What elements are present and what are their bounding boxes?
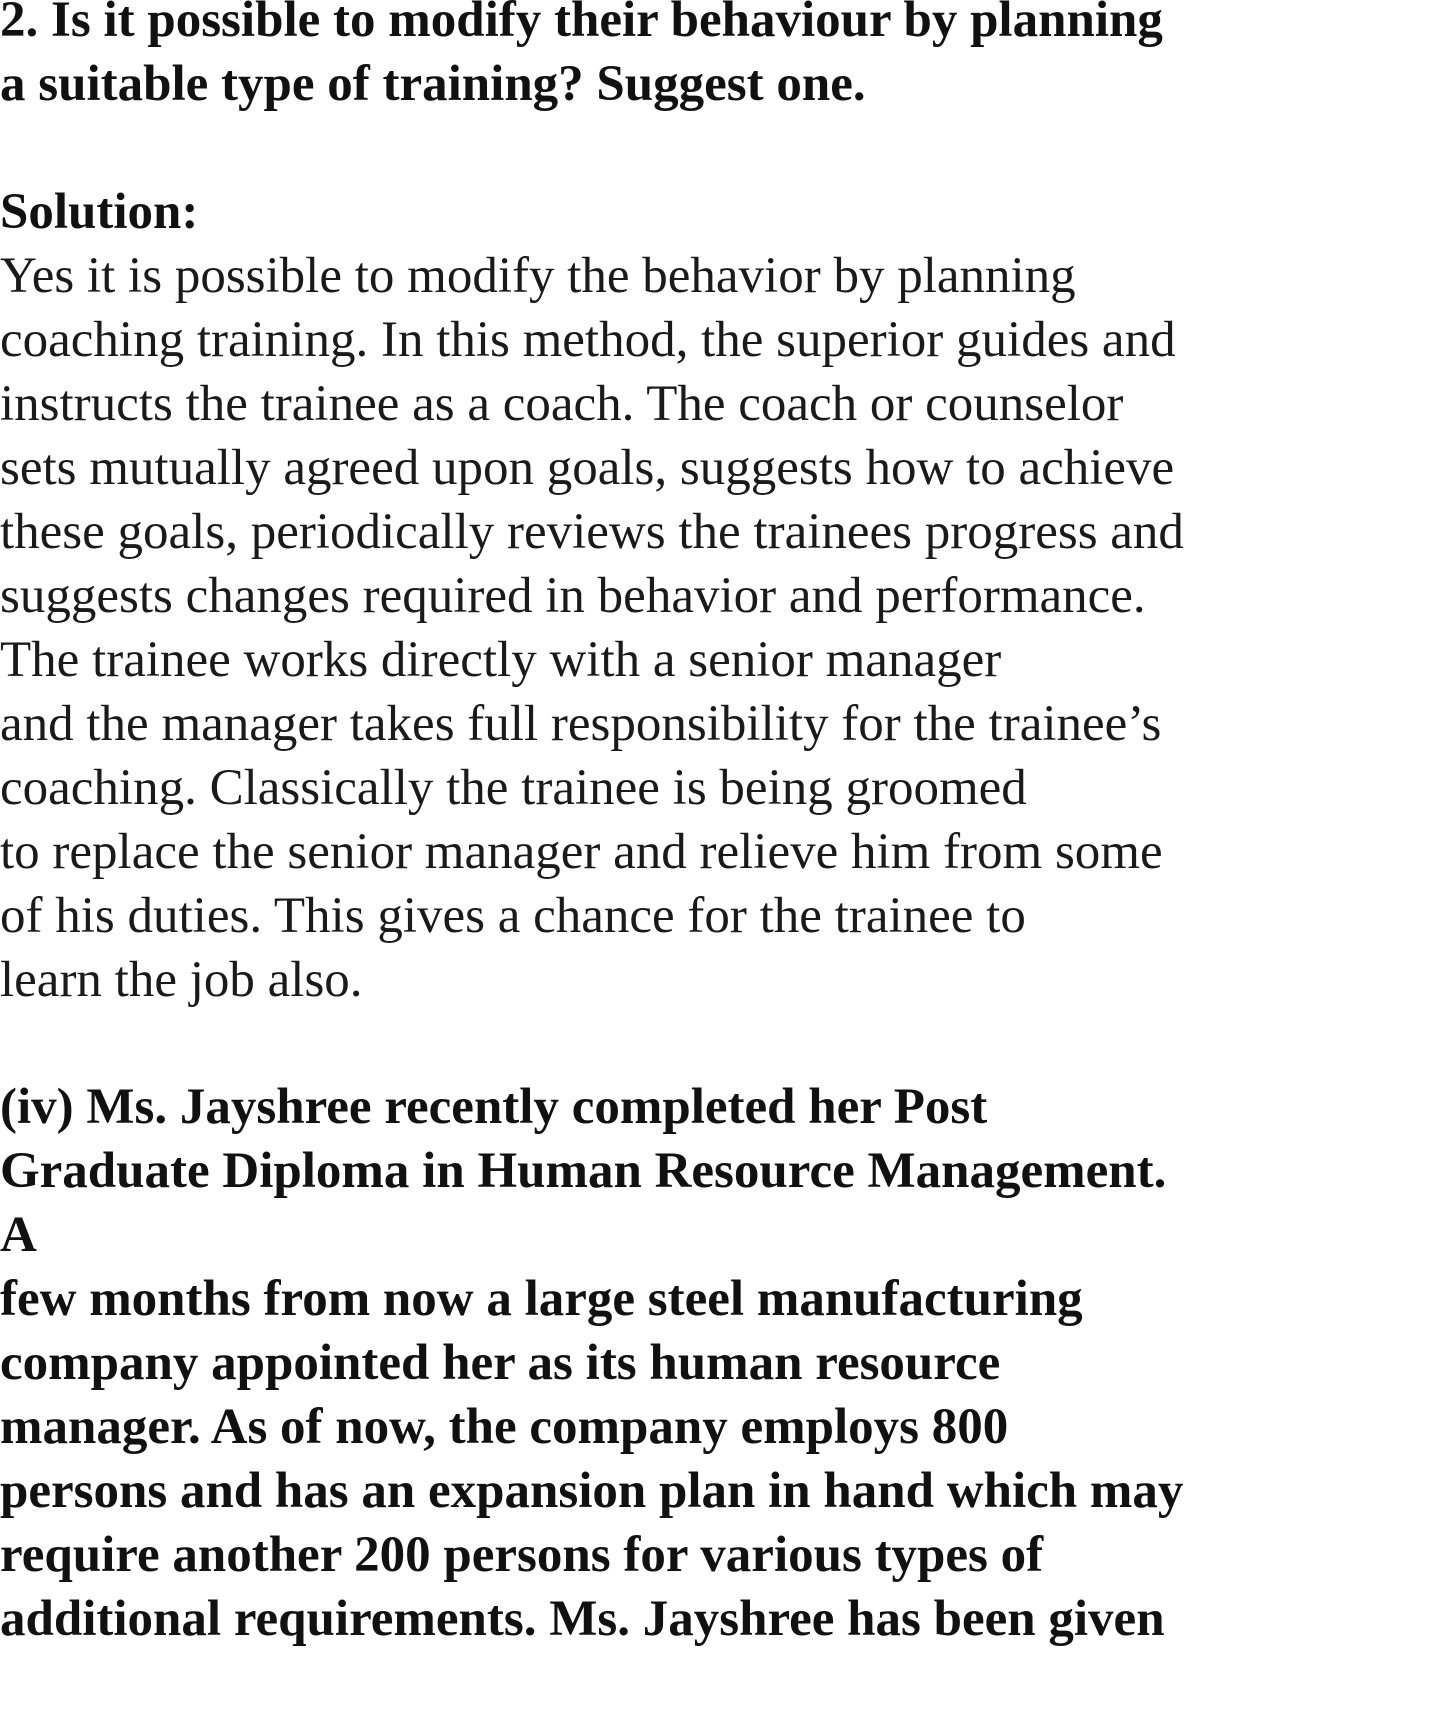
solution-line: coaching training. In this method, the superior guides and bbox=[0, 312, 1176, 368]
case-line: persons and has an expansion plan in hand which may bbox=[0, 1463, 1184, 1519]
case-line: manager. As of now, the company employs 800 bbox=[0, 1399, 1009, 1455]
solution-line: coaching. Classically the trainee is being groomed bbox=[0, 760, 1027, 816]
case-line: require another 200 persons for various types of bbox=[0, 1527, 1044, 1583]
case-line: additional requirements. Ms. Jayshree has been given bbox=[0, 1591, 1165, 1647]
solution-line: instructs the trainee as a coach. The coach or counselor bbox=[0, 376, 1124, 432]
question-line: 2. Is it possible to modify their behaviour by planning bbox=[0, 0, 1163, 48]
solution-line: The trainee works directly with a senior manager bbox=[0, 632, 1002, 688]
solution-line: learn the job also. bbox=[0, 952, 363, 1008]
solution-line: and the manager takes full responsibility for the trainee’s bbox=[0, 696, 1162, 752]
solution-line: of his duties. This gives a chance for the trainee to bbox=[0, 888, 1026, 944]
solution-line: these goals, periodically reviews the trainees progress and bbox=[0, 504, 1184, 560]
question-2 bbox=[0, 0, 1163, 116]
case-line: (iv) Ms. Jayshree recently completed her Post bbox=[0, 1079, 988, 1135]
solution-line: sets mutually agreed upon goals, suggests how to achieve bbox=[0, 440, 1175, 496]
solution-heading: Solution: bbox=[0, 184, 199, 240]
case-line: A bbox=[0, 1207, 37, 1263]
case-line: Graduate Diploma in Human Resource Management. bbox=[0, 1143, 1167, 1199]
case-line: company appointed her as its human resource bbox=[0, 1335, 1001, 1391]
solution-line: to replace the senior manager and relieve him from some bbox=[0, 824, 1163, 880]
solution-line: suggests changes required in behavior and performance. bbox=[0, 568, 1146, 624]
question-line: a suitable type of training? Suggest one. bbox=[0, 56, 866, 112]
solution-line: Yes it is possible to modify the behavior by planning bbox=[0, 248, 1076, 304]
case-iv bbox=[0, 1075, 1183, 1651]
solution-section bbox=[0, 180, 1184, 1012]
case-line: few months from now a large steel manufacturing bbox=[0, 1271, 1083, 1327]
